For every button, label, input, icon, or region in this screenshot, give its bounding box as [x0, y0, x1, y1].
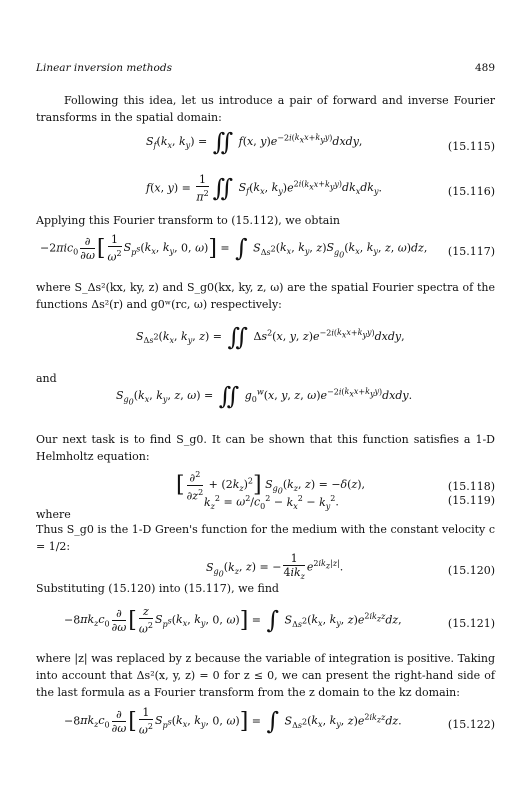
eqnum-15-119: (15.119) [447, 494, 495, 507]
eqnum-15-120: (15.120) [447, 564, 495, 577]
equation-15-122: $-8\pi k_zc_0$ $\frac{\partial}{\partial\omega}$ [ $\frac{1}{\omega^2}$ $S_{p^s}(k_x$, $k_y$, 0, ω)] = ∫ $S_{\Delta s^2}(k_x$, $k_y$, $z)e^{2ik_zz}dz$. (15.122) [64, 706, 495, 737]
eqnum-15-117: (15.117) [447, 245, 495, 258]
equation-spectrum-ds2: $S_{\Delta s^2}(k_x$, $k_y$, z) = ∬ $\Delta s^2(x$, y, $z)e^{-2i(k_xx+k_yy)}dxdy$, [136, 323, 405, 351]
equation-15-116: f(x, y) = $\frac{1}{\pi^2}$ ∬ $S_f(k_x$, $k_y)e^{2i(k_xx+k_yy)}dk_xdk_y$. (15.116) [146, 173, 495, 204]
paragraph-8: Substituting (15.120) into (15.117), we find [36, 582, 279, 595]
paragraph-2: Applying this Fourier transform to (15.112), we obtain [36, 214, 340, 227]
running-header [36, 62, 495, 74]
eqnum-15-122: (15.122) [447, 718, 495, 731]
equation-spectrum-g0: $S_{g_0}(k_x$, $k_y$, z, ω) = ∬ $g_0^w(x$, y, z, $\omega)e^{-2i(k_xx+k_yy)}dxdy$. [116, 382, 413, 410]
paragraph-5: Our next task is to find S_g0. It can be shown that this function satisfies a 1-D Helmholtz equation: [36, 433, 495, 463]
paragraph-7: Thus S_g0 is the 1-D Green's function for the medium with the constant velocity c = 1/2: [36, 523, 495, 553]
equation-15-119: $k_z^2 = \omega^2/c_0^2 - k_x^2 - k_y^2$. (15.119) [204, 494, 495, 511]
eqnum-15-121: (15.121) [447, 617, 495, 630]
header-title: Linear inversion methods [36, 62, 172, 74]
paragraph-6: where [36, 508, 71, 521]
eqnum-15-116: (15.116) [447, 185, 495, 198]
equation-15-117: −2πic$_0$ $\frac{\partial}{\partial\omega}$ [ $\frac{1}{\omega^2}$ $S_{p^s}(k_x$, $k_y$, 0, ω)] = ∫ $S_{\Delta s^2}(k_x$, $k_y$, $z)S_{g_0}(k_x$, $k_y$, z, ω)dz, (15.117) [40, 233, 495, 264]
eqnum-15-118: (15.118) [447, 480, 495, 493]
paragraph-3: where S_Δs²(kx, ky, z) and S_g0(kx, ky, z, ω) are the spatial Fourier spectra of the functions Δs²(r) and g0ʷ(rc, ω) respectively: [36, 281, 495, 311]
paragraph-4: and [36, 372, 57, 385]
equation-15-118: [ $\frac{\partial^2}{\partial z^2}$ + $(2k_z)^2$] $S_{g_0}(k_z$, z) = −δ(z), (15.118) [176, 470, 495, 503]
equation-15-120: $S_{g_0}(k_z$, z) = − $\frac{1}{4ik_z}$ $e^{2ik_z|z|}$. (15.120) [206, 552, 495, 582]
equation-15-115: $S_f(k_x$, $k_y$) = ∬ f(x, $y)e^{-2i(k_xx+k_yy)}dxdy$, (15.115) [146, 128, 495, 156]
paragraph-1: Following this idea, let us introduce a pair of forward and inverse Fourier transforms in the spatial domain: [36, 94, 495, 124]
paragraph-9: where |z| was replaced by z because the variable of integration is positive. Taking into account that Δs²(x, y, z) = 0 for z ≤ 0, we can present the right-hand side of the last formula as a Fourier transform from the z domain to the kz domain: [36, 652, 495, 699]
page-number: 489 [474, 62, 495, 74]
equation-15-121: $-8\pi k_zc_0$ $\frac{\partial}{\partial\omega}$ [ $\frac{z}{\omega^2}$ $S_{p^s}(k_x$, $k_y$, 0, ω)] = ∫ $S_{\Delta s^2}(k_x$, $k_y$, $z)e^{2ik_zz}dz$, (15.121) [64, 605, 495, 636]
eqnum-15-115: (15.115) [447, 140, 495, 153]
